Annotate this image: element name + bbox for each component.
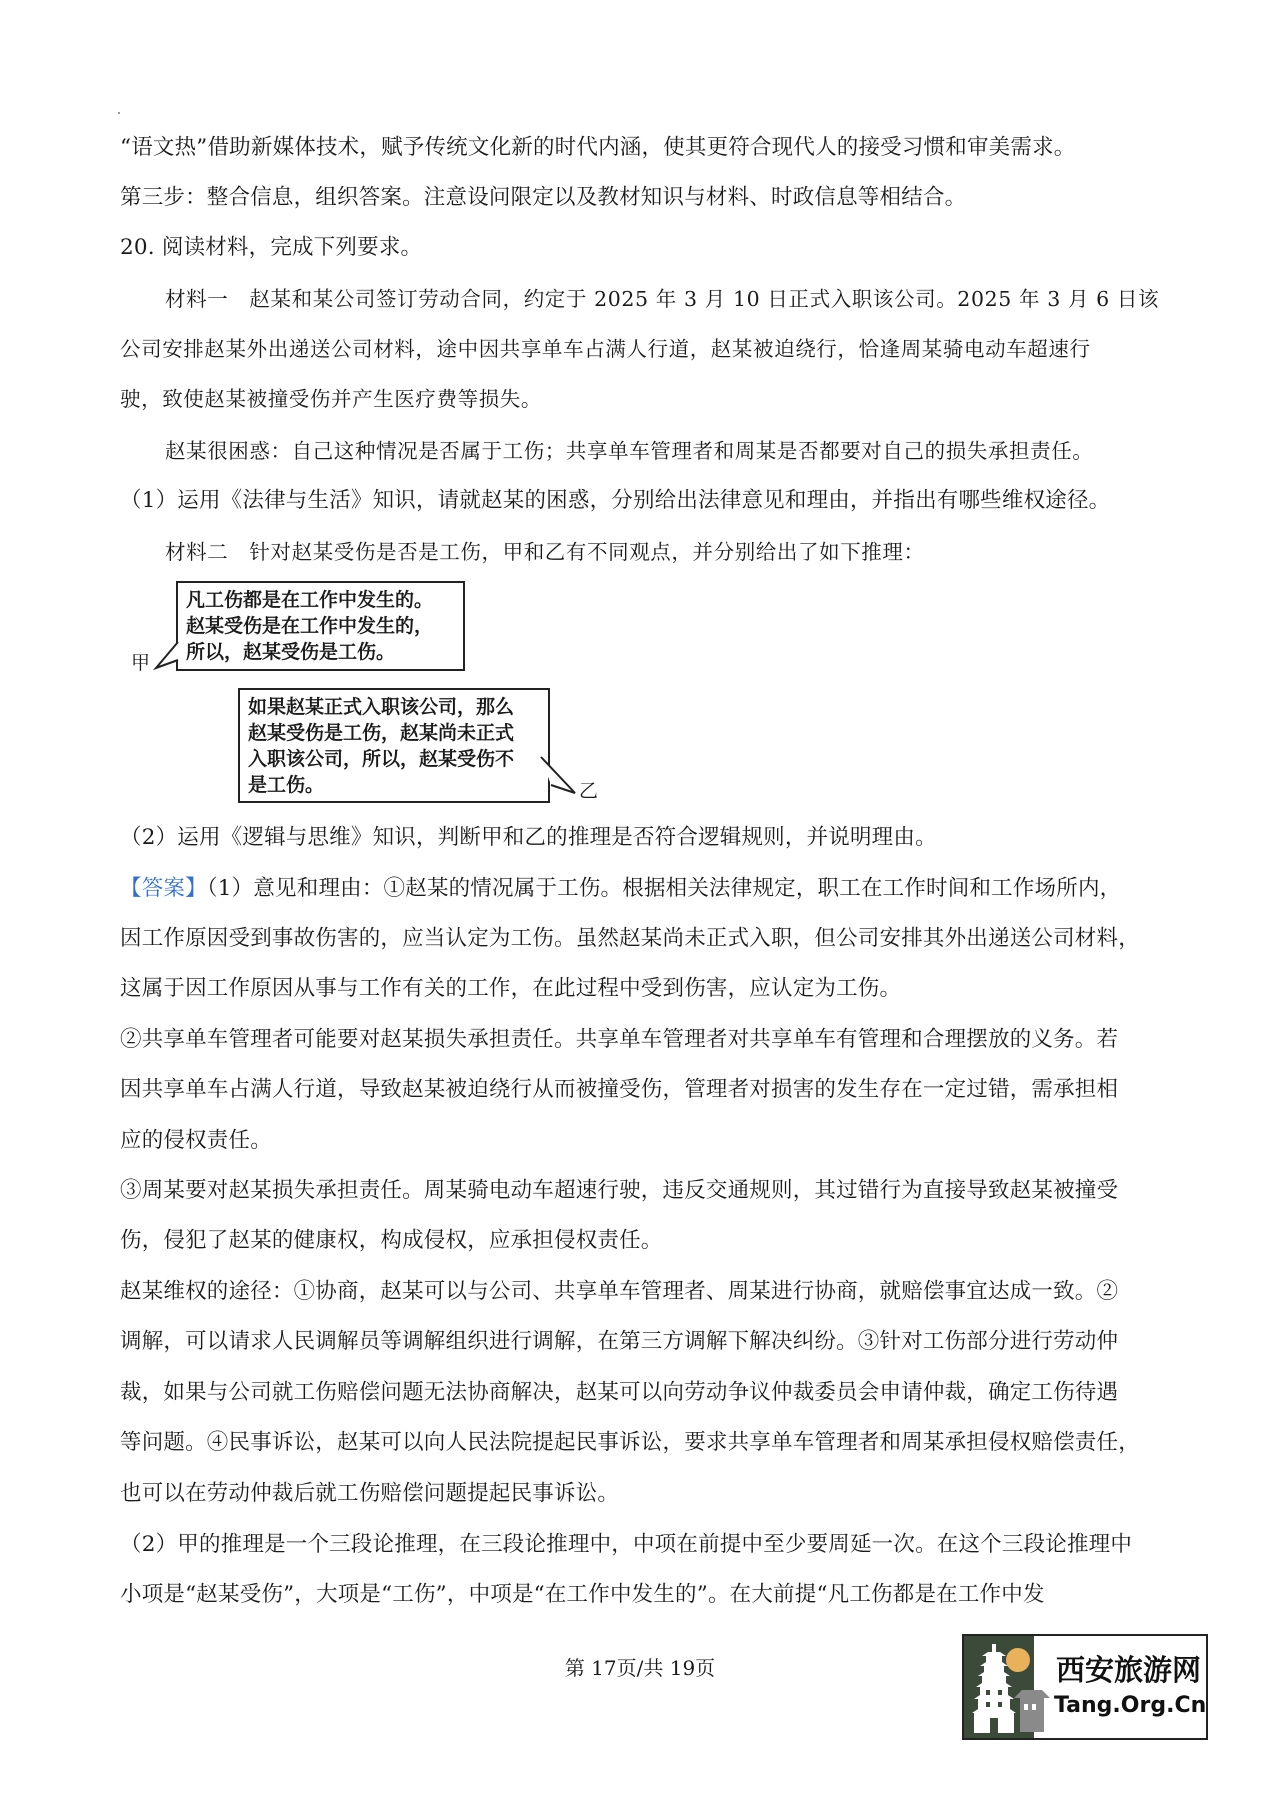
answer-line: 赵某维权的途径：①协商，赵某可以与公司、共享单车管理者、周某进行协商，就赔偿事宜达成一致。② <box>120 1279 1119 1304</box>
sub-question: （1）运用《法律与生活》知识，请就赵某的困惑，分别给出法律意见和理由，并指出有哪些维权途径。 <box>120 488 1111 513</box>
speech-bubble-yi <box>238 688 550 803</box>
bubble-line: 入职该公司，所以，赵某受伤不 <box>248 748 515 770</box>
answer-line: 应的侵权责任。 <box>120 1128 272 1153</box>
bubble-line: 所以，赵某受伤是工伤。 <box>186 641 396 663</box>
bubble-tail-jia-icon <box>150 640 190 680</box>
answer-line: 等问题。④民事诉讼，赵某可以向人民法院提起民事诉讼，要求共享单车管理者和周某承担侵权赔偿责任， <box>120 1430 1140 1455</box>
answer-tag: 【答案】 <box>120 876 207 901</box>
material-line: 公司安排赵某外出递送公司材料，途中因共享单车占满人行道，赵某被迫绕行，恰逢周某骑电动车超速行 <box>120 337 1091 361</box>
bubble-tail-yi-icon <box>535 755 585 805</box>
page-number: 第 17页/共 19页 <box>564 1656 716 1680</box>
answer-line: ③周某要对赵某损失承担责任。周某骑电动车超速行驶，违反交通规则，其过错行为直接导致赵某被撞受 <box>120 1178 1119 1203</box>
answer-line: 伤，侵犯了赵某的健康权，构成侵权，应承担侵权责任。 <box>120 1228 663 1253</box>
sub-question: （2）运用《逻辑与思维》知识，判断甲和乙的推理是否符合逻辑规则，并说明理由。 <box>120 825 937 850</box>
scan-mark <box>118 112 120 114</box>
answer-line: ②共享单车管理者可能要对赵某损失承担责任。共享单车管理者对共享单车有管理和合理摆放的义务。若 <box>120 1027 1119 1052</box>
answer-line: 也可以在劳动仲裁后就工伤赔偿问题提起民事诉讼。 <box>120 1481 620 1506</box>
bubble-line: 赵某受伤是工伤，赵某尚未正式 <box>248 722 515 744</box>
material-line: 赵某很困惑：自己这种情况是否属于工伤；共享单车管理者和周某是否都要对自己的损失承担责任。 <box>165 439 1094 463</box>
answer-line: 因工作原因受到事故伤害的，应当认定为工伤。虽然赵某尚未正式入职，但公司安排其外出递送公司材料， <box>120 926 1140 951</box>
answer-line: 裁，如果与公司就工伤赔偿问题无法协商解决，赵某可以向劳动争议仲裁委员会申请仲裁，确定工伤待遇 <box>120 1380 1119 1405</box>
bubble-line: 凡工伤都是在工作中发生的。 <box>186 589 434 611</box>
answer-line: 小项是“赵某受伤”，大项是“工伤”，中项是“在工作中发生的”。在大前提“凡工伤都是在工作中发 <box>120 1582 1045 1607</box>
pagoda-logo-icon <box>962 1634 1208 1740</box>
material-line: 材料二 针对赵某受伤是否是工伤，甲和乙有不同观点，并分别给出了如下推理： <box>165 540 925 564</box>
logo-title: 西安旅游网 <box>1056 1653 1202 1687</box>
answer-line: （2）甲的推理是一个三段论推理，在三段论推理中，中项在前提中至少要周延一次。在这个三段论推理中 <box>120 1532 1133 1557</box>
material-line: 材料一 赵某和某公司签订劳动合同，约定于 2025 年 3 月 10 日正式入职该公司。2025 年 3 月 6 日该 <box>165 287 1160 311</box>
answer-first-line <box>120 874 1121 904</box>
speaker-yi: 乙 <box>579 780 599 802</box>
logo-url: Tang.Org.Cn <box>1054 1693 1207 1718</box>
answer-text: （1）意见和理由：①赵某的情况属于工伤。根据相关法律规定，职工在工作时间和工作场所内， <box>206 876 1122 901</box>
bubble-line: 赵某受伤是在工作中发生的， <box>186 615 434 637</box>
answer-line: 调解，可以请求人民调解员等调解组织进行调解，在第三方调解下解决纠纷。③针对工伤部分进行劳动仲 <box>120 1329 1119 1354</box>
text-line: 第三步：整合信息，组织答案。注意设问限定以及教材知识与材料、时政信息等相结合。 <box>120 185 967 210</box>
answer-line: 这属于因工作原因从事与工作有关的工作，在此过程中受到伤害，应认定为工伤。 <box>120 976 902 1001</box>
answer-line: 因共享单车占满人行道，导致赵某被迫绕行从而被撞受伤，管理者对损害的发生存在一定过错，需承担相 <box>120 1077 1119 1102</box>
text-line: “语文热”借助新媒体技术，赋予传统文化新的时代内涵，使其更符合现代人的接受习惯和审美需求。 <box>120 135 1076 160</box>
bubble-line: 如果赵某正式入职该公司，那么 <box>248 696 515 718</box>
speech-bubble-jia <box>176 581 465 671</box>
speaker-jia: 甲 <box>131 652 151 674</box>
question-heading: 20. 阅读材料，完成下列要求。 <box>120 235 423 260</box>
material-line: 驶，致使赵某被撞受伤并产生医疗费等损失。 <box>120 387 542 411</box>
bubble-line: 是工伤。 <box>248 774 325 796</box>
